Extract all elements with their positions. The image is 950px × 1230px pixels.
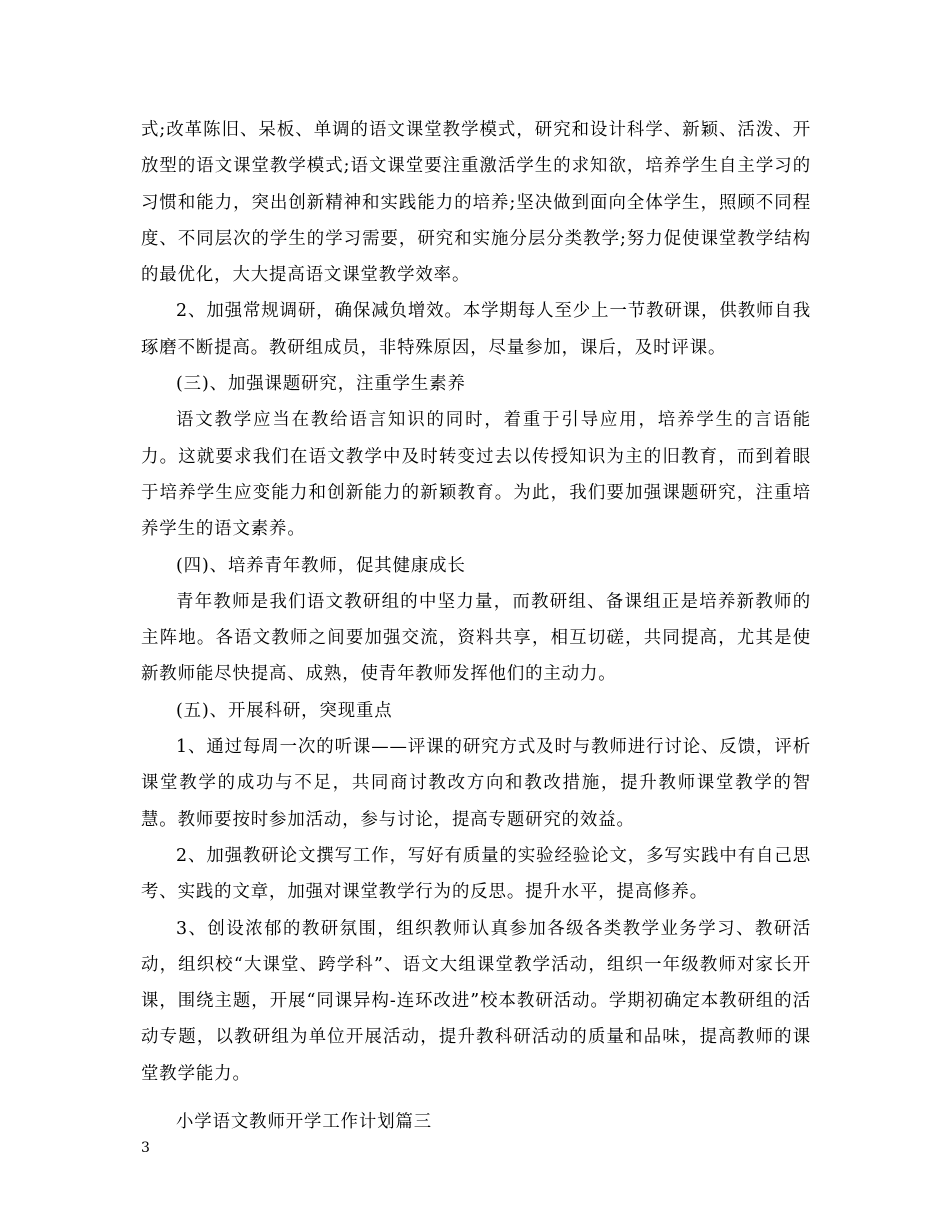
paragraph-continuation: 式;改革陈旧、呆板、单调的语文课堂教学模式，研究和设计科学、新颖、活泼、开放型的语文课堂教学模式;语文课堂要注重激活学生的求知欲，培养学生自主学习的习惯和能力，突出创新精神和实践能力的培养;坚决做到面向全体学生，照顾不同程度、不同层次的学生的学习需要，研究和实施分层分类教学;努力促使课堂教学结构的最优化，大大提高语文课堂教学效率。 (141, 120, 811, 286)
page-number: 3 (141, 1140, 150, 1156)
paragraph-spacer (141, 1092, 811, 1104)
paragraph-literacy: 语文教学应当在教给语言知识的同时，着重于引导应用，培养学生的言语能力。这就要求我们在语文教学中及时转变过去以传授知识为主的旧教育，而到着眼于培养学生应变能力和创新能力的新颖教育。为此，我们要加强课题研究，注重培养学生的语文素养。 (141, 410, 811, 540)
paragraph-research-2: 2、加强常规调研，确保减负增效。本学期每人至少上一节教研课，供教师自我琢磨不断提高。教研组成员，非特殊原因，尽量参加，课后，及时评课。 (141, 301, 811, 358)
section-heading-3: (三)、加强课题研究，注重学生素养 (176, 374, 466, 395)
section-heading-5: (五)、开展科研，突现重点 (176, 700, 393, 721)
article-title-part-3: 小学语文教师开学工作计划篇三 (176, 1112, 433, 1133)
paragraph-research-item-2: 2、加强教研论文撰写工作，写好有质量的实验经验论文，多写实践中有自己思考、实践的文章，加强对课堂教学行为的反思。提升水平，提高修养。 (141, 845, 811, 903)
paragraph-young-teachers: 青年教师是我们语文教研组的中坚力量，而教研组、备课组正是培养新教师的主阵地。各语文教师之间要加强交流，资料共享，相互切磋，共同提高，尤其是使新教师能尽快提高、成熟，使青年教师发挥他们的主动力。 (141, 591, 811, 685)
document-body (141, 112, 811, 1140)
paragraph-research-item-3: 3、创设浓郁的教研氛围，组织教师认真参加各级各类教学业务学习、教研活动，组织校“大课堂、跨学科”、语文大组课堂教学活动，组织一年级教师对家长开课，围绕主题，开展“同课异构-连环改进”校本教研活动。学期初确定本教研组的活动专题，以教研组为单位开展活动，提升教科研活动的质量和品味，提高教师的课堂教学能力。 (141, 918, 811, 1084)
paragraph-research-item-1: 1、通过每周一次的听课——评课的研究方式及时与教师进行讨论、反馈，评析课堂教学的成功与不足，共同商讨教改方向和教改措施，提升教师课堂教学的智慧。教师要按时参加活动，参与讨论，提高专题研究的效益。 (141, 737, 811, 830)
section-heading-4: (四)、培养青年教师，促其健康成长 (176, 555, 466, 576)
